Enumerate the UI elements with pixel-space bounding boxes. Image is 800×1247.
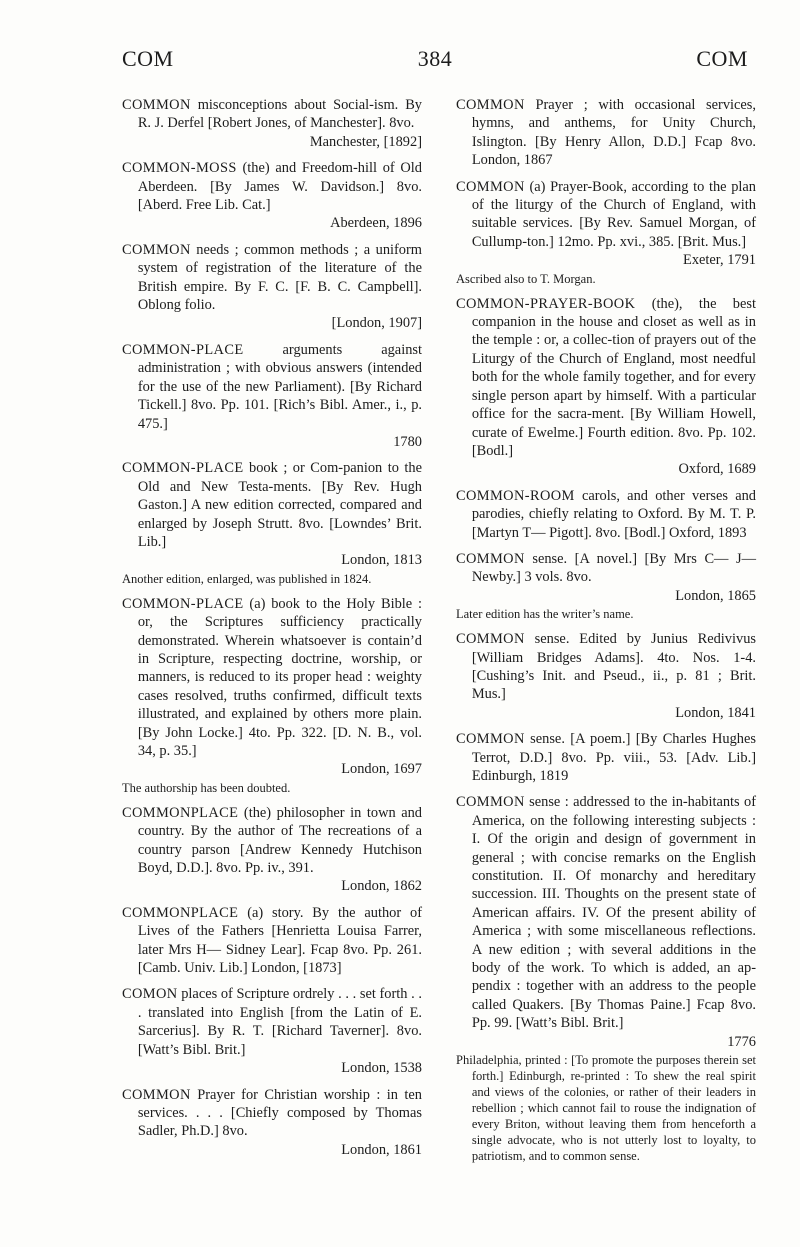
right-column (456, 96, 756, 1172)
entry-heading: COMMON-PRAYER-BOOK (456, 295, 636, 312)
entry-heading: COMMON (122, 241, 191, 258)
bibliography-entry (456, 295, 756, 479)
entry-heading: COMMON (456, 550, 525, 567)
entry-body (456, 178, 756, 252)
entry-body (122, 459, 422, 551)
bibliography-entry (122, 804, 422, 896)
entry-heading: COMMON-ROOM (456, 487, 575, 504)
entry-text: sense. Edited by Junius Redivivus [William Bridges Adams]. 4to. Nos. 1-4. [Cushing’s Init. and Pseud., ii., p. 81 ; Brit. Mus.] (471, 631, 756, 703)
entry-text: arguments against administration ; with obvious answers (intended for the use of the new Parliament). [By Richard Tickell.] 8vo. Pp. 101. [Rich’s Bibl. Amer., i., p. 475.] (137, 341, 422, 432)
entry-imprint: London, 1697 (341, 761, 422, 778)
entry-heading: COMMON-PLACE (122, 595, 244, 612)
entry-text: sense. [A novel.] [By Mrs C— J— Newby.] 3 vols. 8vo. (471, 550, 756, 586)
entry-heading: COMMON (456, 631, 525, 648)
entry-body (122, 159, 422, 214)
entry-heading: COMMON (122, 1086, 191, 1103)
header-left: COM (122, 46, 174, 71)
entry-imprint: Manchester, [1892] (309, 133, 422, 150)
entry-heading: COMON (122, 986, 178, 1003)
entry-imprint: London, 1862 (341, 878, 422, 895)
bibliography-entry (122, 159, 422, 233)
entry-heading: COMMON-PLACE (122, 341, 244, 358)
entry-text: (the) philosopher in town and country. By the author of The recreations of a country parson [Andrew Kennedy Hutchison Boyd, D.D.]. 8vo. Pp. iv., 391. (137, 804, 422, 877)
entry-text: (a) book to the Holy Bible : or, the Scriptures sufficiency practically demonstrated. Wherein whatsoever is contain’d in Scripture, respecting doctrine, worship, or manners, is reduced to its proper head : weighty cases resolved, truths confirmed, difficult texts illustrated, and explained by others more plain. [By John Locke.] 4to. Pp. 322. [D. N. B., vol. 34, p. 35.] (137, 595, 422, 759)
entry-text: Prayer ; with occasional services, hymns, and anthems, for Unity Church, Islington. [By Henry Allon, D.D.] Fcap 8vo. London, 1867 (471, 97, 756, 169)
bibliography-entry (122, 595, 422, 796)
entry-note: Ascribed also to T. Morgan. (456, 271, 596, 286)
entry-body (456, 793, 756, 1032)
entry-text: (the), the best companion in the house and closet as well as in the temple : or, a collec-tion of prayers out of the Liturgy of the Church of England, most needful both for the whole family together, and for every single person apart by himself. With a particular office for the sacra-ment. [By William Howell, curate of Ewelme.] Fourth edition. 8vo. Pp. 102. [Bodl.] (471, 295, 756, 459)
entry-heading: COMMON (456, 794, 525, 811)
entry-text: (a) story. By the author of Lives of the Fathers [Henrietta Louisa Farrer, later Mrs H— Sidney Lear]. Fcap 8vo. Pp. 261. [Camb. Univ. Lib.] London, [1873] (137, 904, 422, 977)
entry-text: places of Scripture ordrely . . . set forth . . . translated into English [from the Latin of E. Sarcerius]. By R. T. [Richard Taverner]. 8vo. [Watt’s Bibl. Brit.] (137, 986, 422, 1058)
entry-text: Prayer for Christian worship : in ten services. . . . [Chiefly composed by Thomas Sadler, Ph.D.] 8vo. (137, 1086, 422, 1140)
entry-text: sense : addressed to the in-habitants of America, on the following interesting subjects : I. Of the origin and design of government in general ; with concise remarks on the English constitution. II. Of monarchy and hereditary succession. III. Thoughts on the present state of American affairs. IV. Of the present ability of America ; with some miscellaneous reflections. A new edition ; with several additions in the body of the work. To which is added, an ap-pendix : together with an address to the people called Quakers. [By Thomas Paine.] Fcap 8vo. Pp. 99. [Watt’s Bibl. Brit.] (471, 794, 756, 1032)
entry-imprint: London, 1861 (341, 1141, 422, 1158)
bibliography-entry (122, 1086, 422, 1160)
entry-body (122, 804, 422, 878)
entry-body (122, 96, 422, 133)
entry-imprint: Exeter, 1791 (683, 252, 756, 269)
entry-text: book ; or Com-panion to the Old and New Testa-ments. [By Rev. Hugh Gaston.] A new edition corrected, compared and enlarged by Joseph Strutt. 8vo. [Lowndes’ Brit. Lib.] (137, 460, 422, 550)
entry-imprint: 1780 (393, 433, 422, 450)
entry-imprint: Oxford, 1689 (678, 461, 756, 478)
bibliography-entry (456, 550, 756, 622)
bibliography-entry (122, 341, 422, 451)
entry-body (456, 96, 756, 170)
entry-text: (a) Prayer-Book, according to the plan of the liturgy of the Church of England, with suitable services. [By Rev. Samuel Morgan, of Cullump-ton.] 12mo. Pp. xvi., 385. [Brit. Mus.] (471, 178, 756, 250)
entry-heading: COMMONPLACE (122, 804, 239, 821)
entry-heading: COMMON-MOSS (122, 160, 237, 177)
entry-heading: COMMONPLACE (122, 904, 239, 921)
bibliography-entry (122, 96, 422, 151)
entry-text: needs ; common methods ; a uniform system of registration of the literature of the British empire. By F. C. [F. B. C. Campbell]. Oblong folio. (137, 241, 422, 314)
entry-body (122, 985, 422, 1059)
entry-heading: COMMON-PLACE (122, 460, 244, 477)
entry-body (456, 487, 756, 542)
entry-note: Another edition, enlarged, was published in 1824. (122, 571, 372, 586)
entry-note: Philadelphia, printed : [To promote the purposes therein set forth.] Edinburgh, re-printed : To shew the real spirit and views of the colonies, or rather of their leaders in rebellion ; which cannot fail to rouse the indignation of every Briton, without leaving them from henceforth a single advocate, who is not utterly lost to loyalty, to patriotism, and to common sense. (456, 1053, 756, 1164)
entry-heading: COMMON (456, 97, 525, 113)
bibliography-entry (456, 793, 756, 1164)
entry-imprint: London, 1538 (341, 1060, 422, 1077)
entry-text: sense. [A poem.] [By Charles Hughes Terrot, D.D.] 8vo. Pp. viii., 53. [Adv. Lib.] Edinburgh, 1819 (471, 731, 756, 784)
entry-imprint: 1776 (727, 1033, 756, 1050)
entry-body (122, 1086, 422, 1141)
bibliography-entry (456, 178, 756, 287)
entry-body (456, 730, 756, 785)
entry-text: (the) and Freedom-hill of Old Aberdeen. [By James W. Davidson.] 8vo. [Aberd. Free Lib. Cat.] (137, 160, 422, 214)
entry-heading: COMMON (456, 731, 525, 748)
entry-body (456, 550, 756, 587)
header-right: COM (696, 46, 748, 71)
bibliography-entry (122, 985, 422, 1077)
entry-body (456, 630, 756, 704)
entry-body (456, 295, 756, 461)
entry-note: Later edition has the writer’s name. (456, 607, 634, 622)
entry-text: misconceptions about Social-ism. By R. J. Derfel [Robert Jones, of Manchester]. 8vo. (137, 97, 422, 132)
bibliography-entry (456, 487, 756, 542)
running-header (122, 46, 748, 72)
entry-body (122, 341, 422, 433)
left-column (122, 96, 422, 1167)
entry-imprint: London, 1841 (675, 704, 756, 721)
entry-heading: COMMON (456, 178, 525, 195)
entry-imprint: London, 1865 (675, 587, 756, 604)
entry-body (122, 241, 422, 315)
entry-body (122, 904, 422, 978)
bibliography-entry (122, 904, 422, 978)
entry-heading: COMMON (122, 97, 191, 113)
entry-imprint: [London, 1907] (331, 315, 422, 332)
bibliography-entry (122, 241, 422, 333)
entry-note: The authorship has been doubted. (122, 780, 291, 795)
entry-imprint: Aberdeen, 1896 (330, 215, 422, 232)
bibliography-entry (456, 96, 756, 170)
bibliography-entry (122, 459, 422, 586)
page-number: 384 (417, 46, 453, 71)
entry-body (122, 595, 422, 761)
entry-imprint: London, 1813 (341, 552, 422, 569)
bibliography-entry (456, 630, 756, 722)
bibliography-entry (456, 730, 756, 785)
entry-text: carols, and other verses and parodies, chiefly relating to Oxford. By M. T. P. [Martyn T— Pigott]. 8vo. [Bodl.] Oxford, 1893 (471, 487, 756, 541)
